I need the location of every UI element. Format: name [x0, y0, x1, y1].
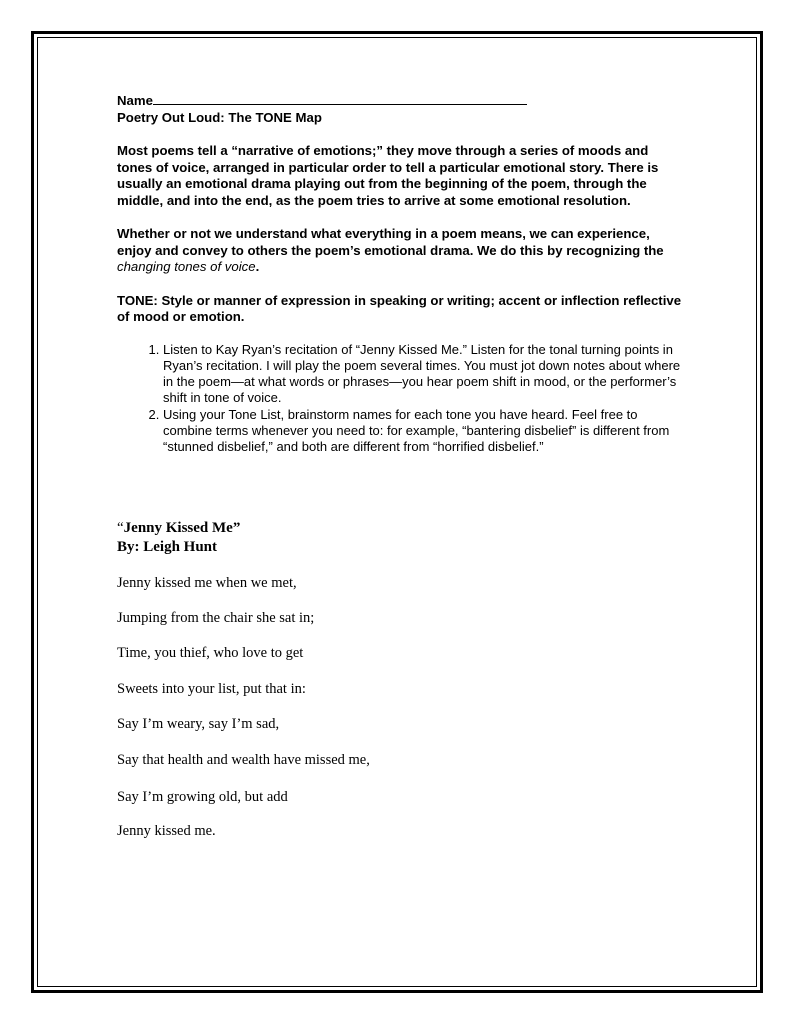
intro-paragraph-2-emphasis: changing tones of voice — [117, 259, 256, 274]
instruction-item: 2. Using your Tone List, brainstorm names for each tone you have heard. Feel free to combine terms whenever you need to: for example, “bantering disbelief” is different from “stunned disbelief,” and both are different from “horrified disbelief.” — [163, 407, 687, 456]
poem-line: Say that health and wealth have missed me, — [117, 752, 370, 768]
name-field — [117, 92, 687, 110]
instruction-item: 1. Listen to Kay Ryan’s recitation of “Jenny Kissed Me.” Listen for the tonal turning points in Ryan’s recitation. I will play the poem several times. You must jot down notes about where in the poem—at what words or phrases—you hear poem shift in mood, or the performer’s shift in tone of voice. — [163, 342, 687, 407]
header-block — [117, 92, 687, 126]
poem-section — [117, 519, 677, 839]
intro-paragraph-2 — [117, 226, 687, 276]
intro-paragraph-2-text: Whether or not we understand what everything in a poem means, we can experience, enjoy and convey to others the poem’s emotional drama. We do this by recognizing the — [117, 226, 664, 258]
worksheet-body — [117, 92, 687, 456]
poem-title — [117, 519, 677, 538]
poem-byline: By: Leigh Hunt — [117, 539, 218, 555]
worksheet-title: Poetry Out Loud: The TONE Map — [117, 109, 322, 125]
instructions-list — [117, 342, 687, 456]
intro-paragraph-2-end: . — [255, 259, 260, 274]
tone-definition: TONE: Style or manner of expression in speaking or writing; accent or inflection reflective of mood or emotion. — [117, 292, 682, 324]
poem-line: Jenny kissed me. — [117, 823, 216, 839]
name-label: Name — [117, 93, 153, 108]
poem-line: Jumping from the chair she sat in; — [117, 610, 315, 626]
name-blank-line[interactable] — [153, 92, 527, 105]
poem-title-open-quote: “ — [117, 520, 124, 536]
intro-paragraph-1: Most poems tell a “narrative of emotions;” they move through a series of moods and tones of voice, arranged in particular order to tell a particular emotional story. There is usually an emotional drama playing out from the beginning of the poem, through the middle, and into the end, as the poem tries to arrive at some emotional resolution. — [117, 143, 659, 208]
poem-line: Jenny kissed me when we met, — [117, 575, 297, 591]
poem-line: Say I’m growing old, but add — [117, 789, 288, 805]
poem-line: Say I’m weary, say I’m sad, — [117, 716, 280, 732]
poem-line: Time, you thief, who love to get — [117, 645, 304, 661]
poem-line: Sweets into your list, put that in: — [117, 681, 306, 697]
poem-title-text: Jenny Kissed Me” — [123, 520, 241, 536]
